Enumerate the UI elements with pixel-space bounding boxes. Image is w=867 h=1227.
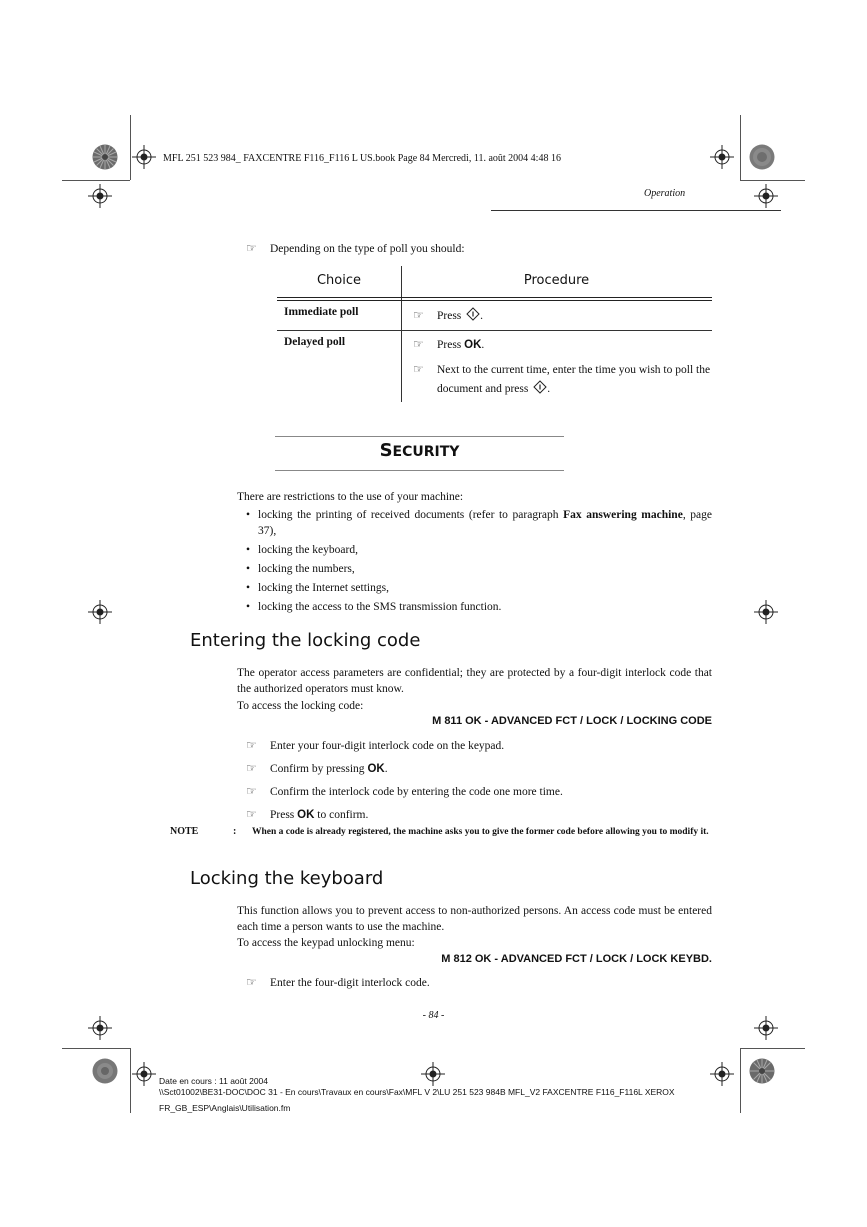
registration-crosshair-icon xyxy=(132,1062,156,1086)
footer-date: Date en cours : 11 août 2004 xyxy=(159,1076,269,1086)
locking-keyboard-paragraph: This function allows you to prevent access to non-authorized persons. An access code must be entered each time a person wants to use the machine. xyxy=(237,905,712,933)
restriction-list xyxy=(246,507,712,618)
pointing-hand-icon: ☞ xyxy=(413,308,424,322)
trim-line xyxy=(130,115,131,180)
trim-line xyxy=(740,1048,805,1049)
table-row-rule xyxy=(277,330,712,331)
color-calibration-disc-icon xyxy=(749,1058,775,1084)
period-text: . xyxy=(481,339,485,351)
step-text: Press xyxy=(270,809,295,821)
registration-crosshair-icon xyxy=(754,184,778,208)
heading-locking-keyboard: Locking the keyboard xyxy=(190,868,384,889)
section-title xyxy=(275,440,564,461)
step-text: Enter the four-digit interlock code. xyxy=(270,977,430,989)
trim-line xyxy=(62,180,130,181)
pointing-hand-icon: ☞ xyxy=(246,738,257,752)
menu-path: M 811 OK - ADVANCED FCT / LOCK / LOCKING CODE xyxy=(432,715,712,727)
table-header-rule xyxy=(277,297,712,298)
pointing-hand-icon: ☞ xyxy=(413,362,424,376)
pointing-hand-icon: ☞ xyxy=(246,241,257,255)
menu-path: M 812 OK - ADVANCED FCT / LOCK / LOCK KEYBD. xyxy=(441,953,712,965)
pointing-hand-icon: ☞ xyxy=(246,761,257,775)
poll-intro xyxy=(246,240,465,257)
note-label: NOTE xyxy=(170,826,199,837)
registration-crosshair-icon xyxy=(710,145,734,169)
step xyxy=(246,807,368,822)
pointing-hand-icon: ☞ xyxy=(246,975,257,989)
list-item: • locking the keyboard, xyxy=(246,542,712,558)
header-rule xyxy=(491,210,781,211)
trim-line xyxy=(130,1048,131,1113)
ok-key-label: OK xyxy=(464,339,482,351)
step xyxy=(246,784,563,799)
section-title-rule xyxy=(275,436,564,437)
item-text: , page 37), xyxy=(258,509,712,537)
registration-crosshair-icon xyxy=(132,145,156,169)
step-text: to confirm. xyxy=(317,809,369,821)
period-text: . xyxy=(480,310,484,322)
item-text: locking the printing of received documents (refer to paragraph xyxy=(258,509,559,521)
registration-crosshair-icon xyxy=(754,600,778,624)
table-row-choice: Immediate poll xyxy=(284,306,359,318)
list-item: • locking the Internet settings, xyxy=(246,580,712,596)
registration-crosshair-icon xyxy=(88,600,112,624)
table-row-procedure xyxy=(413,360,713,399)
list-item: • locking the numbers, xyxy=(246,561,712,577)
list-item xyxy=(246,507,712,539)
step xyxy=(246,761,388,776)
color-calibration-disc-icon xyxy=(92,1058,118,1084)
pointing-hand-icon: ☞ xyxy=(413,337,424,351)
footer-path: \\Sct01002\BE31-DOC\DOC 31 - En cours\Travaux en cours\Fax\MFL V 2\LU 251 523 984B MFL_V2 FAXCENTRE F116_F116L XEROX xyxy=(159,1087,675,1097)
trim-line xyxy=(740,115,741,180)
footer-file: FR_GB_ESP\Anglais\Utilisation.fm xyxy=(159,1103,291,1113)
step-text: Confirm by pressing xyxy=(270,763,365,775)
cross-reference: Fax answering machine xyxy=(563,509,683,521)
note-text: When a code is already registered, the machine asks you to give the former code before allowing you to modify it. xyxy=(252,827,709,837)
trim-line xyxy=(740,1048,741,1113)
table-header-choice: Choice xyxy=(316,273,362,288)
poll-intro-text: Depending on the type of poll you should: xyxy=(270,243,465,255)
pointing-hand-icon: ☞ xyxy=(246,807,257,821)
table-row-procedure xyxy=(413,336,484,353)
locking-code-access: To access the locking code: xyxy=(237,700,364,712)
table-header-rule xyxy=(277,300,712,301)
list-item: • locking the access to the SMS transmission function. xyxy=(246,599,712,615)
title-rest: ECURITY xyxy=(392,444,460,460)
heading-locking-code: Entering the locking code xyxy=(190,630,421,651)
file-info-header: MFL 251 523 984_ FAXCENTRE F116_F116 L US.book Page 84 Mercredi, 11. août 2004 4:48 16 xyxy=(163,153,561,164)
registration-crosshair-icon xyxy=(710,1062,734,1086)
registration-crosshair-icon xyxy=(88,184,112,208)
period-text: . xyxy=(547,383,551,395)
step-text: Enter your four-digit interlock code on the keypad. xyxy=(270,740,505,752)
locking-code-paragraph: The operator access parameters are confidential; they are protected by a four-digit interlock code that the authorized operators must know. xyxy=(237,667,712,695)
security-intro: There are restrictions to the use of your machine: xyxy=(237,491,464,503)
page-number: - 84 - xyxy=(422,1010,445,1021)
step xyxy=(246,738,504,753)
press-text: Press xyxy=(437,339,462,351)
step-text: Confirm the interlock code by entering the code one more time. xyxy=(270,786,563,798)
table-row-procedure xyxy=(413,307,483,324)
ok-key-label: OK xyxy=(297,809,315,821)
section-title-rule xyxy=(275,470,564,471)
color-calibration-disc-icon xyxy=(92,144,118,170)
table-header-procedure: Procedure xyxy=(523,273,590,288)
color-calibration-disc-icon xyxy=(749,144,775,170)
note-colon: : xyxy=(233,826,237,837)
table-row-choice: Delayed poll xyxy=(284,336,346,348)
ok-key-label: OK xyxy=(367,763,385,775)
title-initial: S xyxy=(379,440,393,461)
registration-crosshair-icon xyxy=(421,1062,445,1086)
trim-line xyxy=(740,180,805,181)
running-title: Operation xyxy=(644,188,686,199)
pointing-hand-icon: ☞ xyxy=(246,784,257,798)
start-key-icon xyxy=(533,380,547,394)
step-text: document and press xyxy=(437,383,529,395)
press-text: Press xyxy=(437,310,462,322)
start-key-icon xyxy=(466,307,480,321)
period-text: . xyxy=(384,763,388,775)
trim-line xyxy=(62,1048,130,1049)
step xyxy=(246,975,430,990)
step-text: Next to the current time, enter the time you wish to poll the xyxy=(437,364,711,376)
locking-keyboard-access: To access the keypad unlocking menu: xyxy=(237,937,415,949)
